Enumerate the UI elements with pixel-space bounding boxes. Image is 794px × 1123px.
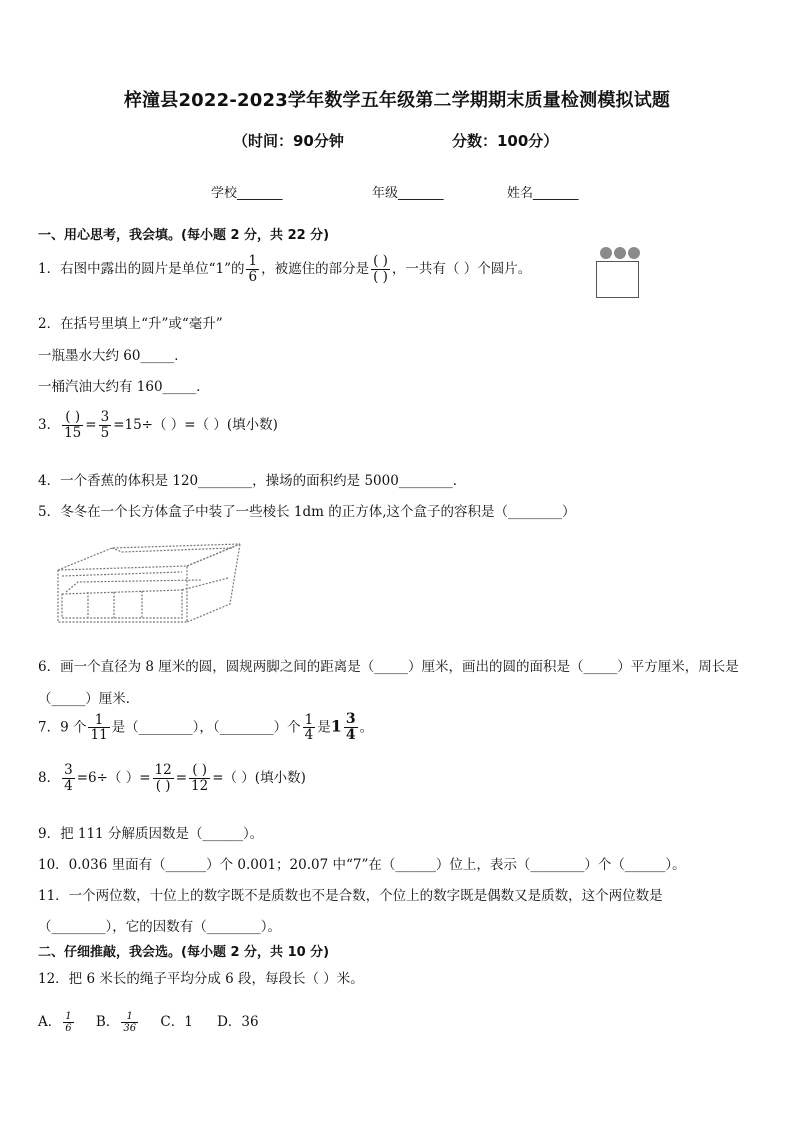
question-11-line-2: （________），它的因数有（________）。 <box>38 919 281 935</box>
option-a-fraction <box>63 1011 73 1034</box>
q8-number: 8． <box>38 769 61 786</box>
q8-fraction-c <box>189 763 210 794</box>
question-4: 4．一个香蕉的体积是 120________，操场的面积约是 5000________． <box>38 473 467 489</box>
q3-b-num: 3 <box>100 409 110 425</box>
question-1 <box>38 254 531 285</box>
question-5: 5．冬冬在一个长方体盒子中装了一些棱长 1dm 的正方体,这个盒子的容积是（________） <box>38 504 576 520</box>
disc-icon <box>600 247 612 259</box>
question-2: 2．在括号里填上“升”或“毫升” <box>38 316 223 332</box>
section-1-heading: 一、用心思考，我会填。(每小题 2 分，共 22 分) <box>38 228 330 243</box>
question-8 <box>38 763 306 794</box>
option-a-label: A． <box>38 1014 62 1030</box>
q7-a-num: 1 <box>88 713 109 729</box>
question-12: 12．把 6 米长的绳子平均分成 6 段，每段长（ ）米。 <box>38 971 364 987</box>
covering-box <box>596 261 639 298</box>
section-2-heading: 二、仔细推敲，我会选。(每小题 2 分，共 10 分) <box>38 945 330 960</box>
option-b-num: 1 <box>121 1011 138 1023</box>
q7-fraction-b <box>303 713 316 744</box>
q3-equals: = <box>85 416 97 433</box>
q7-c-den: 4 <box>345 727 356 744</box>
q7-a-den: 11 <box>90 727 108 744</box>
time-limit: （时间：90分钟 <box>233 132 344 150</box>
question-6-line-2: （_____）厘米． <box>38 691 140 707</box>
q1-blank-num: ( ) <box>373 253 388 269</box>
q1-fraction-den: 6 <box>248 268 258 285</box>
question-10: 10．0.036 里面有（______）个 0.001；20.07 中“7”在（______）位上，表示（________）个（______）。 <box>38 857 686 873</box>
q8-a-den: 4 <box>64 777 73 794</box>
disc-icon <box>628 247 640 259</box>
box-sketch <box>52 538 244 628</box>
q8-fraction-a <box>62 763 75 794</box>
q1-blank-den: ( ) <box>373 268 388 285</box>
question-2-line-3: 一桶汽油大约有 160_____． <box>38 379 210 395</box>
q8-text: =6÷（ ）= <box>76 769 151 786</box>
option-b-fraction <box>121 1011 138 1034</box>
discs-figure <box>598 247 644 261</box>
question-3 <box>38 410 278 441</box>
q7-mixed-whole: 1 <box>330 716 342 736</box>
q3-text: =15÷（ ）=（ ）(填小数) <box>113 416 278 433</box>
option-b[interactable] <box>95 1011 140 1034</box>
q8-c-den: 12 <box>191 777 209 794</box>
option-a[interactable] <box>38 1011 76 1034</box>
question-6: 6．画一个直径为 8 厘米的圆，圆规两脚之间的距离是（_____）厘米，画出的圆的面积是（_____）平方厘米，周长是 <box>38 659 739 675</box>
q8-c-num: ( ) <box>189 763 210 779</box>
q8-a-num: 3 <box>64 762 73 778</box>
q3-fraction-b <box>99 410 112 441</box>
q7-mixed-fraction <box>344 712 358 744</box>
page-title: 梓潼县2022-2023学年数学五年级第二学期期末质量检测模拟试题 <box>123 90 671 111</box>
q7-number: 7．9 个 <box>38 719 87 736</box>
q3-a-den: 15 <box>64 424 82 441</box>
q7-text-mid: 是 <box>317 719 331 736</box>
name-field: 姓名_______ <box>507 186 579 201</box>
option-a-num: 1 <box>65 1011 72 1022</box>
q8-end: =（ ）(填小数) <box>212 769 306 786</box>
q7-c-num: 3 <box>345 711 356 727</box>
disc-icon <box>614 247 626 259</box>
q8-equals: = <box>175 769 188 786</box>
q1-text: 1．右图中露出的圆片是单位“1”的 <box>38 260 245 277</box>
total-score: 分数：100分） <box>452 132 559 150</box>
option-b-label: B． <box>95 1014 120 1030</box>
q8-b-den: ( ) <box>155 777 171 794</box>
option-c[interactable]: C．1 <box>160 1014 193 1030</box>
question-2-line-2: 一瓶墨水大约 60_____． <box>38 348 188 364</box>
question-11: 11．一个两位数，十位上的数字既不是质数也不是合数，个位上的数字既是偶数又是质数，这个两位数是 <box>38 888 663 904</box>
school-field: 学校_______ <box>211 186 283 201</box>
q7-text: 是（________），（________）个 <box>111 719 301 736</box>
q1-fraction-num: 1 <box>248 253 258 269</box>
question-9: 9．把 111 分解质因数是（______）。 <box>38 826 264 842</box>
q1-fraction <box>246 254 259 285</box>
question-12-options <box>38 1010 259 1034</box>
option-d[interactable]: D．36 <box>217 1014 259 1030</box>
q7-b-den: 4 <box>304 727 314 744</box>
q1-text-end: ，一共有（ ）个圆片。 <box>391 260 532 277</box>
q7-b-num: 1 <box>304 711 314 728</box>
option-a-den: 6 <box>65 1023 72 1034</box>
q3-a-num: ( ) <box>62 410 83 426</box>
option-b-den: 36 <box>123 1023 137 1034</box>
q1-blank-fraction <box>371 254 390 285</box>
q3-fraction-a <box>62 410 83 441</box>
q8-b-num: 12 <box>154 762 172 778</box>
question-7 <box>38 712 373 744</box>
q3-b-den: 5 <box>100 424 110 441</box>
q8-fraction-b <box>153 763 174 794</box>
q1-text-mid: ，被遮住的部分是 <box>261 260 370 277</box>
grade-field: 年级_______ <box>372 186 444 201</box>
q7-fraction-a <box>88 713 109 744</box>
q3-number: 3． <box>38 416 61 433</box>
q7-end: 。 <box>359 719 374 736</box>
